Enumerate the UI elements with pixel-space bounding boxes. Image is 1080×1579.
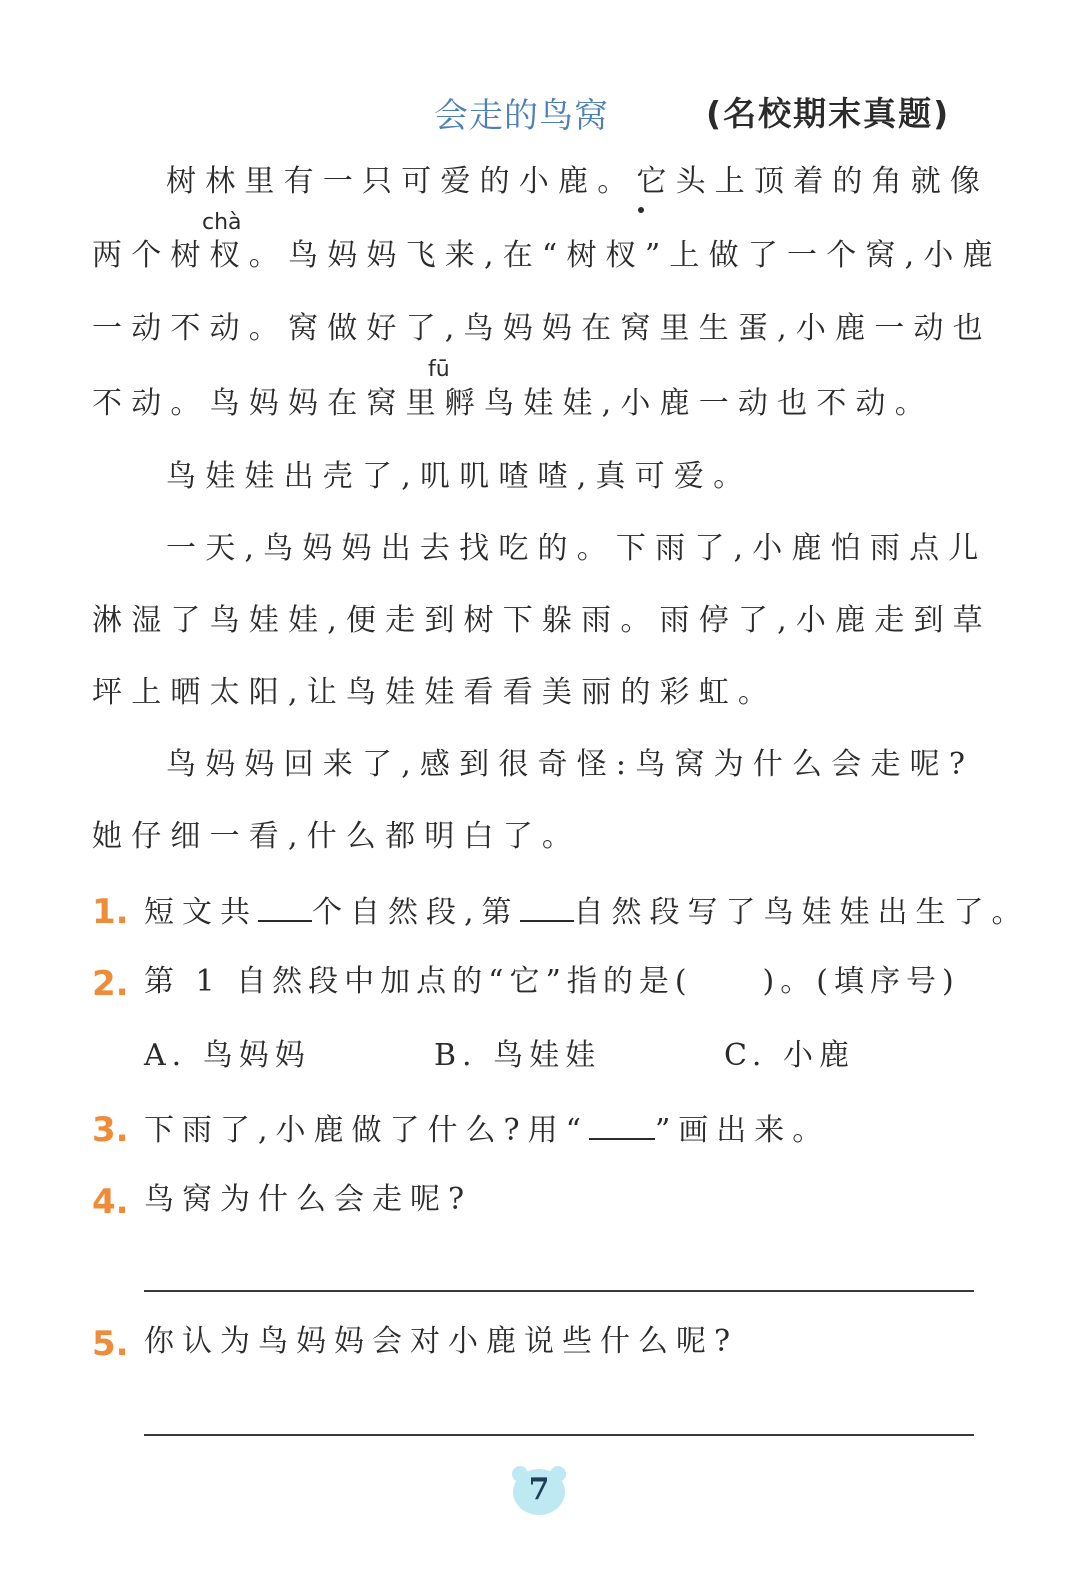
passage-line-5: 鸟娃娃出壳了,叽叽喳喳,真可爱。 [166, 459, 753, 494]
passage-line-10: 她仔细一看,什么都明白了。 [92, 819, 582, 854]
passage-line-2: 两个树杈。鸟妈妈飞来,在“树杈”上做了一个窝,小鹿 [92, 238, 1002, 273]
pinyin-cha: chà [202, 210, 242, 235]
answer-blank-paragraph-count[interactable] [258, 890, 312, 922]
question-2-number: 2. [92, 964, 129, 1004]
passage-line-3: 一动不动。窝做好了,鸟妈妈在窝里生蛋,小鹿一动也 [92, 311, 992, 346]
question-3-text [144, 1108, 830, 1151]
question-1-part-2: 个自然段,第 [312, 895, 520, 930]
question-4-number: 4. [92, 1182, 129, 1222]
question-4-text: 鸟窝为什么会走呢? [144, 1182, 473, 1217]
question-1-part-3: 自然段写了鸟娃娃出生了。 [573, 895, 1030, 930]
emphasis-dot [638, 207, 644, 213]
option-c: C. 小鹿 [724, 1038, 855, 1073]
question-2-part-2: )。(填序号) [762, 964, 960, 999]
page-number: 7 [528, 1472, 550, 1507]
question-5-number: 5. [92, 1324, 129, 1364]
question-1-text [144, 890, 1030, 933]
passage-line-1: 树林里有一只可爱的小鹿。它头上顶着的角就像 [166, 164, 990, 199]
answer-line-q4[interactable] [144, 1290, 974, 1292]
passage-line-7: 淋湿了鸟娃娃,便走到树下躲雨。雨停了,小鹿走到草 [92, 603, 992, 638]
question-1-number: 1. [92, 892, 129, 932]
pinyin-fu: fū [428, 357, 450, 382]
page-subtitle: (名校期末真题) [706, 94, 951, 133]
question-3-part-1: 下雨了,小鹿做了什么?用“ [144, 1113, 589, 1148]
passage-line-6: 一天,鸟妈妈出去找吃的。下雨了,小鹿怕雨点儿 [166, 531, 988, 566]
page-number-badge [510, 1464, 568, 1516]
passage-line-8: 坪上晒太阳,让鸟娃娃看看美丽的彩虹。 [92, 675, 778, 710]
passage-line-4: 不动。鸟妈妈在窝里孵鸟娃娃,小鹿一动也不动。 [92, 386, 934, 421]
answer-line-q5[interactable] [144, 1434, 974, 1436]
underline-sample [589, 1108, 655, 1140]
answer-blank-paragraph-number[interactable] [520, 890, 574, 922]
question-3-number: 3. [92, 1110, 129, 1150]
question-2-text [144, 962, 960, 1002]
option-b: B. 鸟娃娃 [434, 1038, 602, 1073]
option-a: A. 鸟妈妈 [144, 1038, 311, 1073]
question-3-part-2: ”画出来。 [654, 1113, 831, 1148]
question-1-part-1: 短文共 [144, 895, 258, 930]
page-title: 会走的鸟窝 [434, 96, 609, 136]
passage-line-9: 鸟妈妈回来了,感到很奇怪:鸟窝为什么会走呢? [166, 747, 975, 782]
question-2-part-1: 第 1 自然段中加点的“它”指的是( [144, 964, 693, 999]
question-5-text: 你认为鸟妈妈会对小鹿说些什么呢? [144, 1324, 739, 1359]
